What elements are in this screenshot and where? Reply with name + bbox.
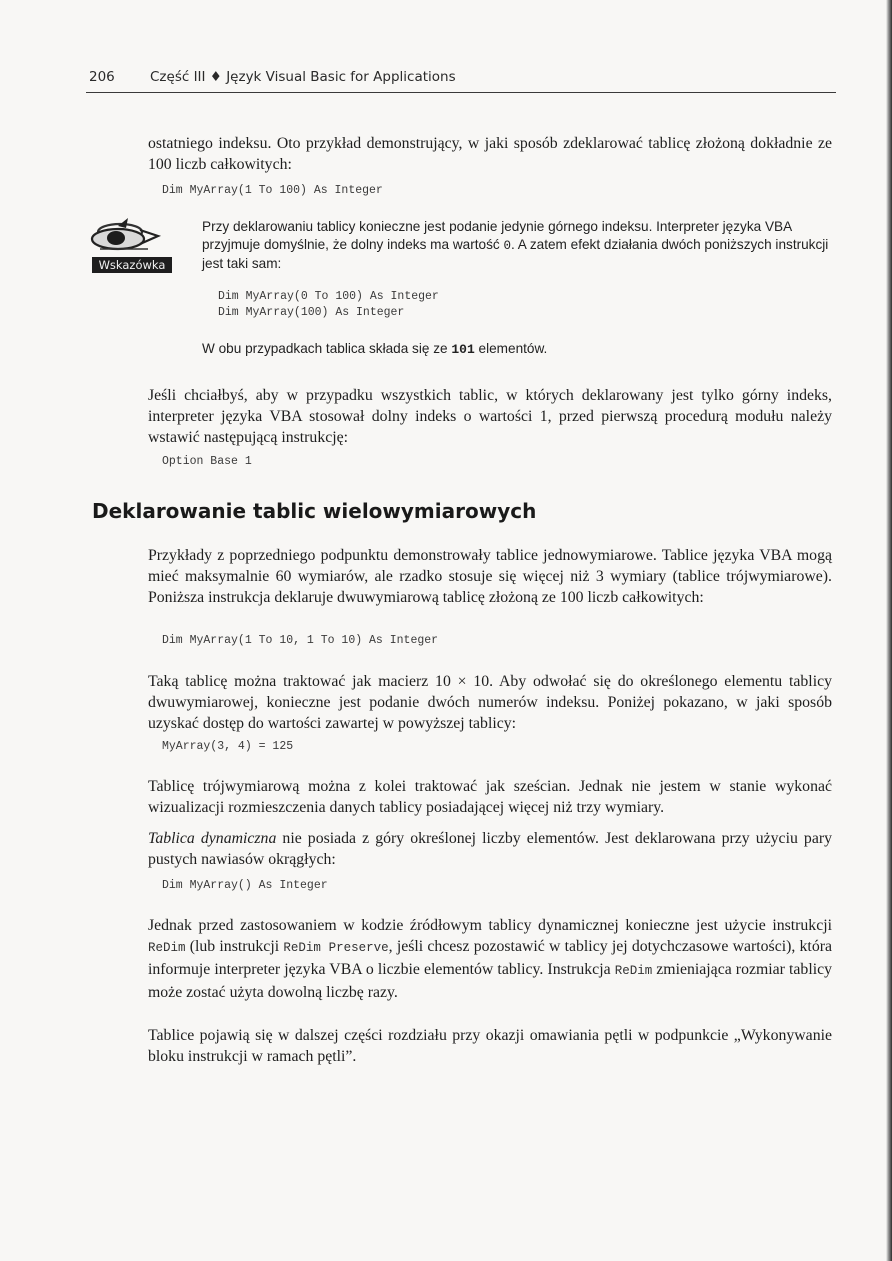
redim-text-2: (lub instrukcji: [185, 938, 284, 955]
tip-inline-code-zero: 0: [503, 239, 511, 253]
redim-code-2: ReDim Preserve: [283, 941, 389, 955]
multidim-paragraph: Przykłady z poprzedniego podpunktu demonstrowały tablice jednowymiarowe. Tablice języka VBA mogą mieć maksymalnie 60 wymiarów, ale rzadko stosuje się więcej niż 3 wymiary (tablice trójwymiarowe). Poniższa instrukcja deklaruje dwuwymiarową tablicę złożoną ze 100 liczb całkowitych:: [148, 547, 832, 606]
closing-paragraph: Tablice pojawią się w dalszej części rozdziału przy okazji omawiania pętli w podpunkcie „Wykonywanie bloku instrukcji w ramach pętli”.: [148, 1027, 832, 1065]
code-dim-dynamic: Dim MyArray() As Integer: [162, 879, 328, 892]
tip-label: Wskazówka: [92, 257, 172, 273]
redim-paragraph: [148, 915, 832, 1003]
tip-summary-text: W obu przypadkach tablica składa się ze: [202, 341, 452, 356]
code-dim-2d: Dim MyArray(1 To 10, 1 To 10) As Integer: [162, 634, 439, 647]
tip-summary-number: 101: [451, 342, 475, 357]
chapter-title: Część III ♦ Język Visual Basic for Applications: [150, 69, 456, 85]
tip-summary: [202, 340, 832, 359]
page-number: 206: [89, 69, 115, 85]
matrix-paragraph: Taką tablicę można traktować jak macierz 10 × 10. Aby odwołać się do określonego elementu tablicy dwuwymiarowej, konieczne jest podanie dwóch numerów indeksu. Poniżej pokazano, w jaki sposób uzyskać dostęp do wartości zawartej w powyższej tablicy:: [148, 673, 832, 732]
option-base-paragraph: Jeśli chciałbyś, aby w przypadku wszystkich tablic, w których deklarowany jest tylko górny indeks, interpreter języka VBA stosował dolny indeks o wartości 1, przed pierwszą procedurą modułu należy wstawić następującą instrukcję:: [148, 387, 832, 446]
tip-code-line-1: Dim MyArray(0 To 100) As Integer: [218, 290, 439, 303]
tip-summary-end: elementów.: [474, 341, 548, 356]
page-edge-shadow: [886, 0, 892, 1261]
code-dim-1-to-100: Dim MyArray(1 To 100) As Integer: [162, 184, 383, 197]
cube-paragraph: Tablicę trójwymiarową można z kolei traktować jak sześcian. Jednak nie jestem w stanie wykonać wizualizacji rozmieszczenia danych tablicy posiadającej więcej niż trzy wymiary.: [148, 778, 832, 816]
redim-text-3: , jeśli chcesz pozostawić w tablicy jej dotychczasowe wartości), która informuje interpreter języka VBA o liczbie elementów tablicy. Instrukcja: [148, 938, 832, 978]
redim-code-1: ReDim: [148, 941, 186, 955]
tip-code-block: [218, 289, 439, 321]
tip-text-part2: . A zatem efekt działania dwóch poniższych instrukcji jest taki sam:: [202, 237, 829, 271]
dynamic-array-paragraph: [148, 828, 832, 870]
code-myarray-assign: MyArray(3, 4) = 125: [162, 740, 294, 753]
dynamic-array-text: nie posiada z góry określonej liczby elementów. Jest deklarowana przy użyciu pary pustych nawiasów okrągłych:: [148, 830, 832, 868]
section-heading: Deklarowanie tablic wielowymiarowych: [92, 499, 537, 523]
tip-text: [202, 218, 832, 273]
tip-text-part1: Przy deklarowaniu tablicy konieczne jest podanie jedynie górnego indeksu. Interpreter języka VBA przyjmuje domyślnie, że dolny indeks ma wartość: [202, 219, 792, 252]
tip-code-line-2: Dim MyArray(100) As Integer: [218, 306, 405, 319]
running-header: [86, 66, 836, 93]
redim-code-3: ReDim: [614, 964, 653, 978]
redim-text-1: Jednak przed zastosowaniem w kodzie źródłowym tablicy dynamicznej konieczne jest użycie instrukcji: [148, 917, 832, 934]
code-option-base: Option Base 1: [162, 455, 252, 468]
intro-paragraph: ostatniego indeksu. Oto przykład demonstrujący, w jaki sposób zdeklarować tablicę złożoną dokładnie ze 100 liczb całkowitych:: [148, 135, 832, 173]
redim-text-4: zmieniająca rozmiar tablicy może zostać użyta dowolną liczbę razy.: [148, 961, 833, 1001]
dynamic-array-term: Tablica dynamiczna: [148, 830, 277, 847]
